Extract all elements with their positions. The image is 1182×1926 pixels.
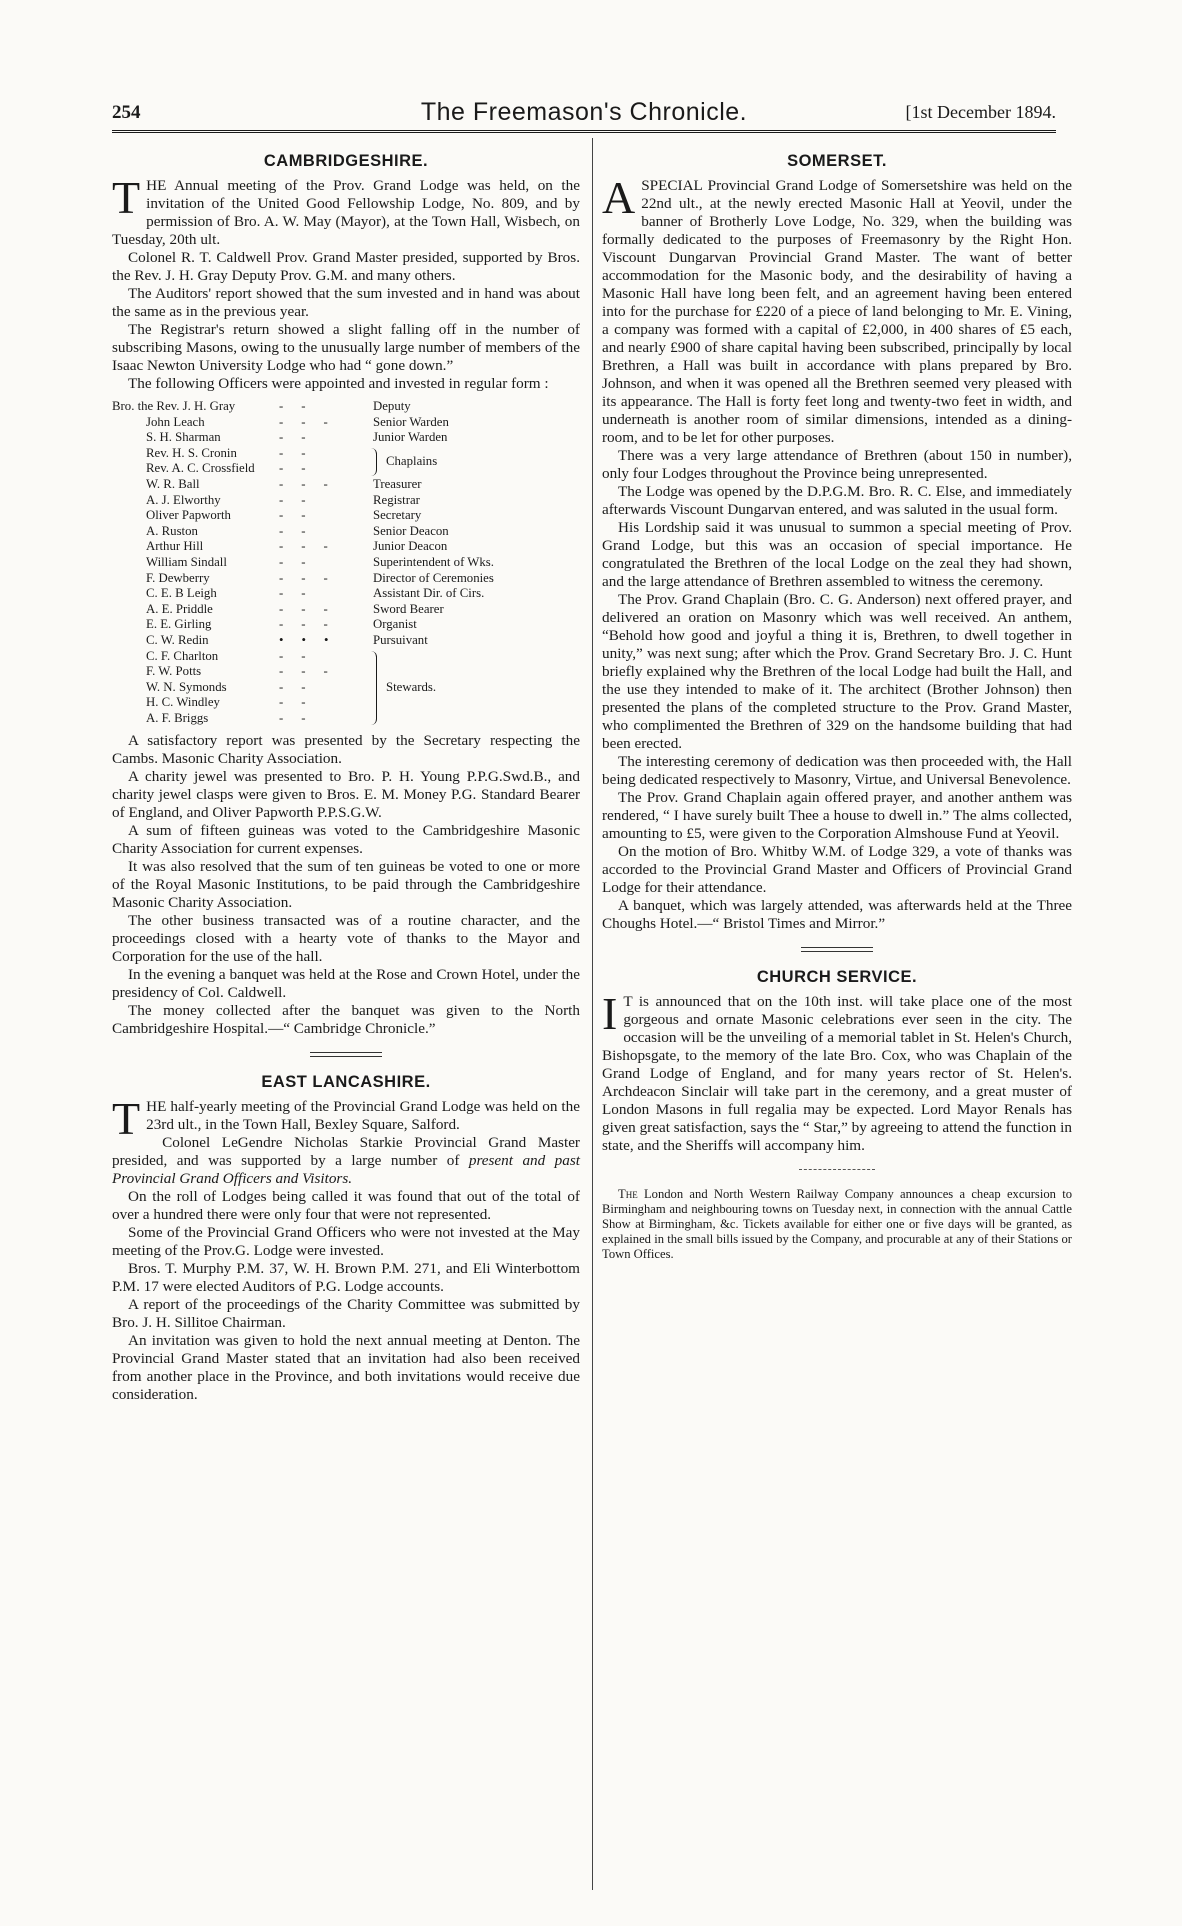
officer-name: C. F. Charlton [146,648,219,663]
paragraph [112,1093,580,1145]
officer-row [112,539,580,555]
officer-row [112,711,580,727]
paragraph: Some of the Provincial Grand Officers who were not invested at the May meeting of the Prov.G. Lodge were invested. [112,1224,580,1260]
leader-dashes: --- [279,664,346,679]
paragraph [112,172,580,249]
officer-name: S. H. Sharman [146,430,221,445]
leader-dashes: --- [279,601,346,616]
officer-row [112,680,580,696]
officer-role: Secretary [373,508,422,523]
officer-role: Deputy [373,399,411,413]
drop-cap: A [602,172,636,223]
officer-role: Junior Deacon [373,539,448,554]
drop-cap: I [602,988,618,1039]
officer-role: Superintendent of Wks. [373,554,494,569]
officer-role: Treasurer [373,476,422,491]
officer-row [112,633,580,649]
officer-row [112,555,580,571]
section-separator [801,947,873,952]
leader-dashes: -- [279,430,324,445]
paragraph: The Prov. Grand Chaplain again offered prayer, and another anthem was rendered, “ I have surely built Thee a house to dwell in.” The alms collected, amounting to £5, were given to the Corporation Almshouse Fund at Yeovil. [602,789,1072,842]
officer-role: Pursuivant [373,632,428,647]
section-separator [310,1052,382,1057]
article-church-service [602,968,1072,1155]
left-column [112,148,580,1404]
paragraph: An invitation was given to hold the next annual meeting at Denton. The Provincial Grand Master stated that an invitation had also been received from another place in the Province, and both invitations would receive due consideration. [112,1332,580,1404]
paragraph: On the roll of Lodges being called it was found that out of the total of over a hundred there were only four that were not represented. [112,1188,580,1224]
paragraph-text: Colonel LeGendre Nicholas Starkie Provincial Grand Master presided, and was supported by a large number of [112,1134,580,1170]
leader-dashes: -- [279,695,324,710]
officer-row [112,461,580,477]
leader-dashes: --- [279,570,346,585]
officer-name: A. E. Priddle [146,601,213,616]
paragraph: A charity jewel was presented to Bro. P. H. Young P.P.G.Swd.B., and charity jewel clasps were given to Bros. E. M. Money P.G. Standard Bearer of England, and Oliver Papworth P.P.S.G.W. [112,768,580,822]
officer-row [112,493,580,509]
leader-dashes: -- [279,586,324,601]
article-somerset [602,152,1072,933]
paragraph: A banquet, which was largely attended, was afterwards held at the Three Choughs Hotel.—“ Bristol Times and Mirror.” [602,897,1072,932]
leader-dashes: -- [279,461,324,476]
officer-row [112,586,580,602]
paragraph: The following Officers were appointed and invested in regular form : [128,375,549,392]
drop-cap: T [112,172,141,223]
column-divider [592,138,593,1890]
paragraph: The Lodge was opened by the D.P.G.M. Bro. R. C. Else, and immediately afterwards Viscount Dungarvan entered, and was saluted in the usual form. [602,483,1072,518]
officer-name: John Leach [146,414,205,429]
paragraph-text-italic: present and past Provincial Grand Officers and Visitors. [112,1152,580,1188]
officer-name: F. W. Potts [146,664,202,679]
officer-name: Rev. A. C. Crossfield [146,461,255,476]
heading-east-lancashire: EAST LANCASHIRE. [261,1073,431,1092]
officer-name: William Sindall [146,554,227,569]
paragraph: The interesting ceremony of dedication was then proceeded with, the Hall being dedicated respectively to Masonry, Virtue, and Universal Benevolence. [602,753,1072,788]
leader-dashes: -- [279,399,324,413]
article-east-lancashire [112,1073,580,1404]
section-separator [799,1169,875,1171]
heading-somerset: SOMERSET. [787,152,887,170]
notice-text: London and North Western Railway Company announces a cheap excursion to Birmingham and neighbouring towns on Tuesday next, in connection with the annual Cattle Show at Birmingham, &c. Tickets available for either one or five days will be granted, as explained in the small bills issued by the Company, and procurable at any of their Stations or Town Offices. [602,1187,1072,1261]
issue-date: [1st December 1894. [905,102,1056,122]
officer-name: F. Dewberry [146,570,210,585]
paragraph: In the evening a banquet was held at the Rose and Crown Hotel, under the presidency of Col. Caldwell. [112,966,580,1002]
paragraph [112,1134,580,1188]
paragraph: On the motion of Bro. Whitby W.M. of Lodge 329, a vote of thanks was accorded to the Provincial Grand Master and Officers of Provincial Grand Lodge for their attendance. [602,843,1072,896]
leader-dashes: -- [279,523,324,538]
officer-name: A. J. Elworthy [146,492,221,507]
officer-row [112,695,580,711]
leader-dashes: -- [279,492,324,507]
leader-dashes: -- [279,554,324,569]
officer-role: Assistant Dir. of Cirs. [373,586,485,601]
officers-list [112,399,580,726]
officer-name: C. W. Redin [146,632,209,647]
chaplains-group [112,446,580,477]
railway-notice [602,1187,1072,1262]
leader-dashes: --- [279,539,346,554]
officer-role: Senior Warden [373,414,449,429]
notice-lead: The [618,1187,638,1201]
officer-row [112,571,580,587]
officer-role: Organist [373,617,417,632]
paragraph: A sum of fifteen guineas was voted to the Cambridgeshire Masonic Charity Association for current expenses. [112,822,580,858]
officer-role: Director of Ceremonies [373,570,494,585]
officer-name: W. R. Ball [146,476,200,491]
officer-name: C. E. B Leigh [146,586,217,601]
leader-dashes: --- [279,617,346,632]
paragraph-text: HE Annual meeting of the Prov. Grand Lodge was held, on the invitation of the United Good Fellowship Lodge, No. 809, and by permission of Bro. A. W. May (Mayor), at the Town Hall, Wisbech, on Tuesday, 20th ult. [112,177,580,248]
officer-name: A. Ruston [146,523,198,538]
officer-name: A. F. Briggs [146,710,209,725]
officer-role: Junior Warden [373,430,448,445]
paragraph: A satisfactory report was presented by the Secretary respecting the Cambs. Masonic Charity Association. [112,732,580,768]
officer-row [112,399,580,415]
officer-role: Sword Bearer [373,601,444,616]
page-number: 254 [112,102,141,123]
heading-church-service: CHURCH SERVICE. [756,968,918,986]
stewards-label: Stewards. [386,679,437,694]
notice-paragraph [602,1187,1072,1262]
right-column [602,148,1072,1262]
officer-row [112,649,580,665]
paragraph: Bros. T. Murphy P.M. 37, W. H. Brown P.M. 271, and Eli Winterbottom P.M. 17 were elected Auditors of P.G. Lodge accounts. [112,1260,580,1296]
paragraph: The Registrar's return showed a slight falling off in the number of subscribing Masons, owing to the unusually large number of members of the Isaac Newton University Lodge who had “ gone down.” [112,321,580,374]
page-header [112,98,1056,133]
paragraph: The other business transacted was of a routine character, and the proceedings closed with a hearty vote of thanks to the Mayor and Corporation for the use of the hall. [112,912,580,966]
brace [370,448,377,476]
officer-row [112,446,580,462]
paragraph: A report of the proceedings of the Charity Committee was submitted by Bro. J. H. Sillitoe Chairman. [112,1296,580,1332]
leader-dashes: --- [279,476,346,491]
leader-dashes: --- [279,414,346,429]
officer-row [112,415,580,431]
paragraph-text: SPECIAL Provincial Grand Lodge of Somersetshire was held on the 22nd ult., at the newly erected Masonic Hall at Yeovil, under the banner of Brotherly Love Lodge, No. 329, when the building was formally dedicated to the purposes of Freemasonry by the Right Hon. Viscount Dungarvan Provincial Grand Master. The want of better accommodation for the Masonic body, and the desirability of having a Masonic Hall have long been felt, and an agreement having been entered into for the purchase for £220 of a piece of land belonging to Mr. E. Vining, a company was formed with a capital of £2,000, in 400 shares of £5 each, and nearly £900 of share capital having been subscribed, principally by local Brethren, a Hall was built in accordance with plans prepared by Bro. Johnson, and when it was opened all the Brethren seemed very pleased with its appearance. The Hall is forty feet long and twenty-two feet in width, and underneath is another room of similar dimensions, intended as a dining-room, and to be let for other purposes. [602,177,1072,446]
leader-dashes: -- [279,508,324,523]
officer-row [112,664,580,680]
paragraph: There was a very large attendance of Brethren (about 150 in number), only four Lodges throughout the Province being unrepresented. [602,447,1072,482]
leader-dashes: -- [279,648,324,663]
article-cambridgeshire [112,152,580,1038]
officer-role: Registrar [373,492,420,507]
officer-row [112,430,580,446]
paragraph: The Prov. Grand Chaplain (Bro. C. G. Anderson) next offered prayer, and delivered an oration on Masonry which was well received. An anthem, “Behold how good and joyful a thing it is, Brethren, to dwell together in unity,” was next sung; after which the Prov. Grand Secretary Bro. J. C. Hunt briefly explained why the Brethren of the local Lodge had built the Hall, and the use they intended to make of it. The architect (Brother Johnson) then presented the plans of the completed structure to the Prov. Grand Master, who complimented the Brethren of 329 on the handsome building that had been erected. [602,591,1072,752]
paragraph-text: T is announced that on the 10th inst. will take place one of the most gorgeous and ornate Masonic celebrations ever seen in the city. The occasion will be the unveiling of a memorial tablet in St. Helen's Church, Bishopsgate, to the memory of the late Bro. Cox, who was Chaplain of the Grand Lodge of England, and for many years rector of St. Helen's. Archdeacon Sinclair will take part in the ceremony, and a great muster of London Masons in full regalia may be expected. Lord Mayor Renals has given great satisfaction, says the “ Star,” by agreeing to attend the function in state, and the Sheriffs will accompany him. [602,993,1072,1154]
leader-dashes: -- [279,679,324,694]
officer-row [112,617,580,633]
officer-name: W. N. Symonds [146,679,227,694]
officer-name: H. C. Windley [146,695,220,710]
officer-name: E. E. Girling [146,617,212,632]
leader-dashes: -- [279,445,324,460]
officer-name: Oliver Papworth [146,508,231,523]
officer-role: Senior Deacon [373,523,449,538]
paragraph [602,988,1072,1155]
paragraph: It was also resolved that the sum of ten guineas be voted to one or more of the Royal Masonic Institutions, to be paid through the Cambridgeshire Masonic Charity Association. [112,858,580,912]
heading-cambridgeshire: CAMBRIDGESHIRE. [263,152,429,170]
publication-title: The Freemason's Chronicle. [420,98,748,126]
paragraph: The Auditors' report showed that the sum invested and in hand was about the same as in the previous year. [112,285,580,320]
officer-row [112,477,580,493]
officer-row [112,602,580,618]
officer-row [112,508,580,524]
paragraph-text: HE half-yearly meeting of the Provincial Grand Lodge was held on the 23rd ult., in the Town Hall, Bexley Square, Salford. [146,1098,580,1134]
paragraph: Colonel R. T. Caldwell Prov. Grand Master presided, supported by Bros. the Rev. J. H. Gray Deputy Prov. G.M. and many others. [112,249,580,284]
chaplains-label: Chaplains [386,453,438,468]
officer-name: Arthur Hill [146,539,204,554]
brace [370,651,377,725]
paragraph [602,172,1072,447]
officer-row [112,524,580,540]
officer-name: Rev. H. S. Cronin [146,445,237,460]
leader-dashes: -- [279,710,324,725]
leader-dashes: ••• [279,632,347,647]
drop-cap: T [112,1093,141,1145]
officer-name: Bro. the Rev. J. H. Gray [112,399,236,413]
paragraph: His Lordship said it was unusual to summon a special meeting of Prov. Grand Lodge, but this was an occasion of special importance. He congratulated the Brethren of the local Lodge on the zeal they had shown, and the large attendance of Brethren assembled to witness the ceremony. [602,519,1072,590]
paragraph: The money collected after the banquet was given to the North Cambridgeshire Hospital.—“ Cambridge Chronicle.” [112,1002,580,1038]
stewards-group [112,649,580,727]
